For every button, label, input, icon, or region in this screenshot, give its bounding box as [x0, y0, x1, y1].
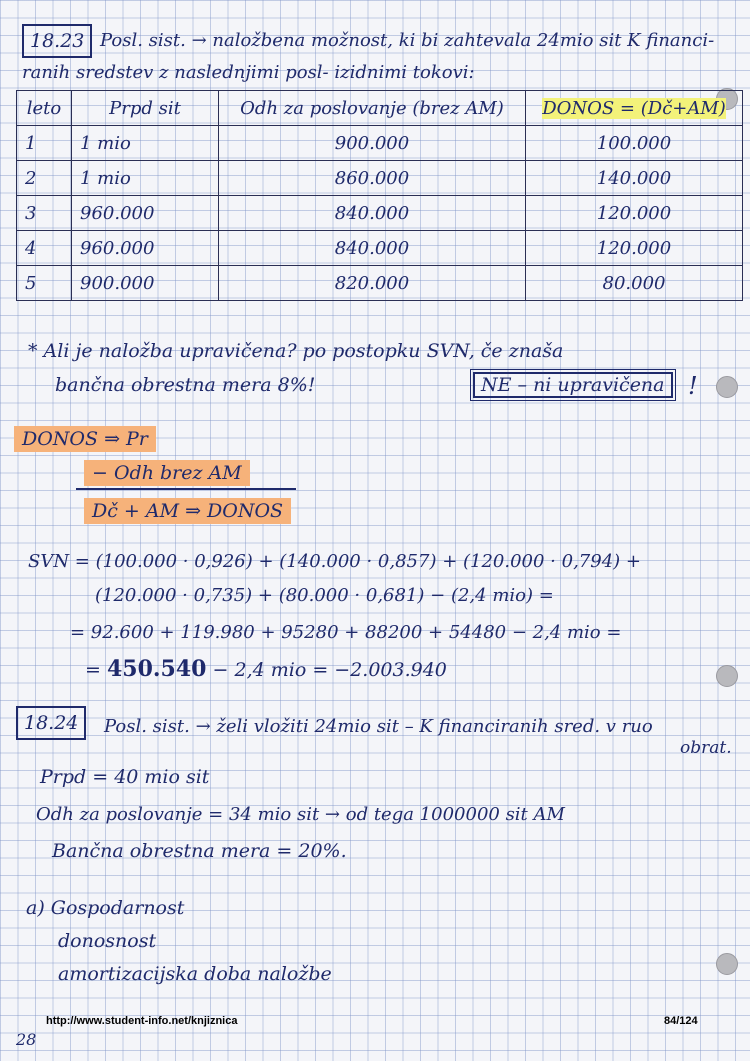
problem-text-line: obrat.: [680, 738, 732, 758]
table-cell: 960.000: [72, 196, 219, 231]
cash-flow-table: [16, 90, 743, 301]
donos-header-highlight: DONOS = (Dč+AM): [542, 97, 726, 119]
column-header: [526, 91, 743, 126]
svn-line: SVN = (100.000 · 0,926) + (140.000 · 0,857) + (120.000 · 0,794) +: [28, 551, 641, 572]
table-cell: 100.000: [526, 126, 743, 161]
answer-exclaim: !: [688, 372, 698, 400]
table-row: [17, 161, 743, 196]
footer-url: http://www.student-info.net/knjiznica: [46, 1015, 238, 1027]
svn-bold-value: 450.540: [106, 656, 207, 682]
table-cell: 140.000: [526, 161, 743, 196]
column-header: Odh za poslovanje (brez AM): [219, 91, 526, 126]
donos-line: DONOS ⇒ Pr: [14, 426, 156, 452]
table-cell: 900.000: [72, 266, 219, 301]
task-a-line: a) Gospodarnost: [26, 897, 185, 919]
binder-hole: [716, 953, 738, 975]
problem-number-18-24: 18.24: [16, 706, 86, 740]
table-cell: 1: [17, 126, 72, 161]
table-header-row: [17, 91, 743, 126]
table-row: [17, 196, 743, 231]
svn-result-line: [85, 656, 447, 682]
footer-page-count: 84/124: [664, 1015, 698, 1027]
task-a-line: donosnost: [58, 930, 157, 952]
bank-rate-line: Bančna obrestna mera = 20%.: [52, 840, 347, 862]
problem-number-18-23: 18.23: [22, 24, 92, 58]
task-a-line: amortizacijska doba naložbe: [58, 963, 332, 985]
table-cell: 1 mio: [72, 126, 219, 161]
table-row: [17, 266, 743, 301]
prpd-line: Prpd = 40 mio sit: [40, 766, 210, 788]
svn-result-rest: − 2,4 mio = −2.003.940: [212, 659, 447, 681]
problem-text-line: Posl. sist. → naložbena možnost, ki bi zahtevala 24mio sit K financi-: [100, 30, 715, 51]
answer-box: NE – ni upravičena: [473, 372, 673, 398]
table-cell: 120.000: [526, 231, 743, 266]
donos-line: − Odh brez AM: [84, 460, 250, 486]
column-header: leto: [17, 91, 72, 126]
donos-underline: [76, 488, 296, 490]
table-row: [17, 126, 743, 161]
svn-line: (120.000 · 0,735) + (80.000 · 0,681) − (2,4 mio) =: [95, 585, 554, 606]
binder-hole: [716, 376, 738, 398]
problem-text-line: ranih sredstev z naslednjimi posl- izidnimi tokovi:: [22, 62, 475, 83]
svn-line: = 92.600 + 119.980 + 95280 + 88200 + 54480 − 2,4 mio =: [70, 622, 622, 643]
svn-equals: =: [85, 659, 101, 681]
binder-hole: [716, 665, 738, 687]
table-cell: 840.000: [219, 196, 526, 231]
table-cell: 5: [17, 266, 72, 301]
table-cell: 80.000: [526, 266, 743, 301]
table-row: [17, 231, 743, 266]
problem-text-line: Posl. sist. → želi vložiti 24mio sit – K financiranih sred. v ruo: [104, 716, 653, 737]
table-cell: 960.000: [72, 231, 219, 266]
table-cell: 820.000: [219, 266, 526, 301]
donos-line: Dč + AM ⇒ DONOS: [84, 498, 291, 524]
table-cell: 840.000: [219, 231, 526, 266]
table-cell: 4: [17, 231, 72, 266]
table-cell: 1 mio: [72, 161, 219, 196]
odh-line: Odh za poslovanje = 34 mio sit → od tega 1000000 sit AM: [36, 804, 565, 825]
table-cell: 2: [17, 161, 72, 196]
table-cell: 900.000: [219, 126, 526, 161]
table-cell: 860.000: [219, 161, 526, 196]
page-number: 28: [16, 1030, 37, 1049]
table-cell: 120.000: [526, 196, 743, 231]
question-line: bančna obrestna mera 8%!: [55, 374, 316, 396]
table-cell: 3: [17, 196, 72, 231]
question-line: * Ali je naložba upravičena? po postopku SVN, če znaša: [28, 340, 564, 362]
column-header: Prpd sit: [72, 91, 219, 126]
